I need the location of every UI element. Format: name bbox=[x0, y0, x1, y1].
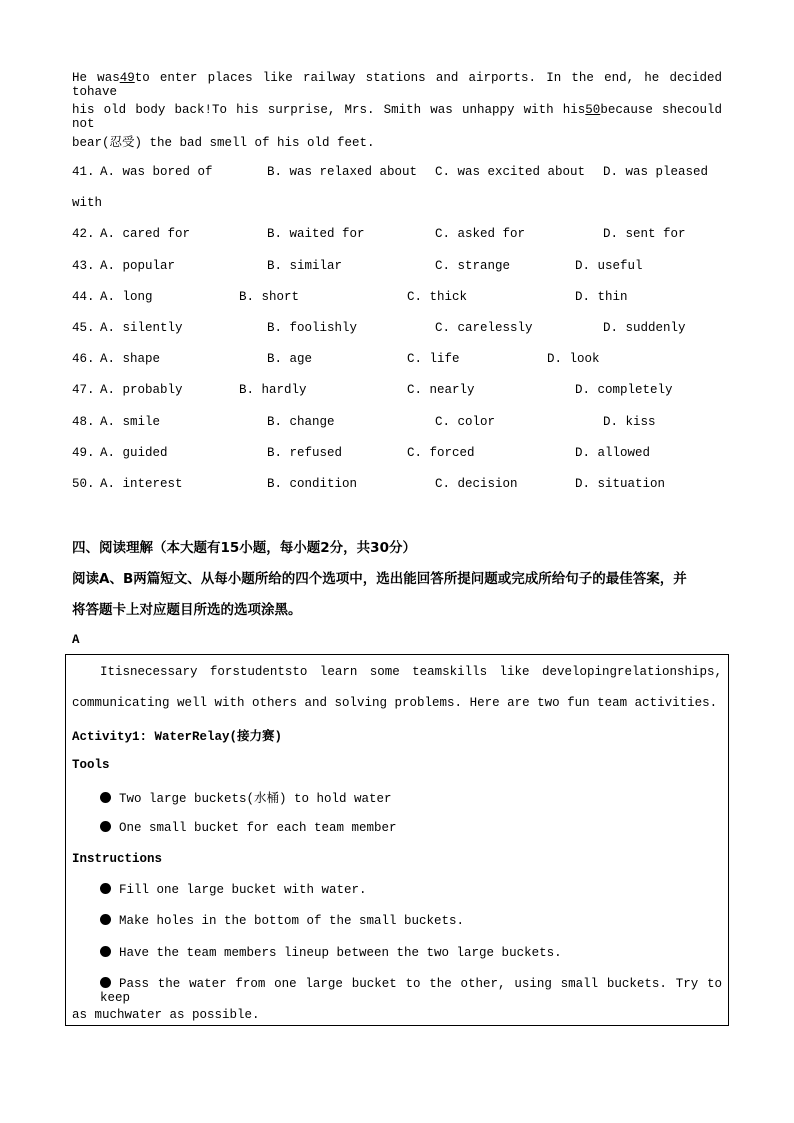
option-b: B. waited for bbox=[267, 227, 365, 241]
option-b: B. foolishly bbox=[267, 321, 358, 335]
option-d: D. thin bbox=[575, 290, 628, 304]
question-number: 49. bbox=[72, 446, 95, 460]
option-b: B. hardly bbox=[239, 383, 307, 397]
instruction-item bbox=[100, 946, 562, 960]
option-a: A. interest bbox=[100, 477, 183, 491]
question-number: 46. bbox=[72, 352, 95, 366]
option-a: A. long bbox=[100, 290, 153, 304]
option-c: C. was excited about bbox=[435, 165, 586, 179]
option-a: A. cared for bbox=[100, 227, 191, 241]
bullet-icon bbox=[100, 883, 111, 894]
option-c: C. asked for bbox=[435, 227, 526, 241]
question-number: 48. bbox=[72, 415, 95, 429]
bullet-icon bbox=[100, 977, 111, 988]
option-c: C. thick bbox=[407, 290, 468, 304]
instruction-item bbox=[100, 914, 464, 928]
option-c: C. carelessly bbox=[435, 321, 533, 335]
option-a: A. shape bbox=[100, 352, 161, 366]
option-c: C. decision bbox=[435, 477, 518, 491]
instruction-text: Have the team members lineup between the two large buckets. bbox=[119, 946, 562, 960]
blank-49: 49 bbox=[119, 71, 135, 85]
passage-text: because shecould not bbox=[72, 103, 722, 131]
blank-50: 50 bbox=[585, 103, 601, 117]
option-c: C. forced bbox=[407, 446, 475, 460]
option-d: D. suddenly bbox=[603, 321, 686, 335]
passage-text: his old body back!To his surprise, Mrs. Smith was unhappy with his bbox=[72, 103, 586, 117]
section-instructions-line-2: 将答题卡上对应题目所选的选项涂黑。 bbox=[72, 602, 302, 618]
option-b: B. change bbox=[267, 415, 335, 429]
option-d-wrap: with bbox=[72, 196, 103, 210]
passage-line-2 bbox=[72, 103, 722, 131]
passage-line-1 bbox=[72, 71, 722, 99]
option-b: B. similar bbox=[267, 259, 343, 273]
activity-title: Activity1: WaterRelay(接力赛) bbox=[72, 730, 283, 744]
bullet-icon bbox=[100, 792, 111, 803]
option-a: A. was bored of bbox=[100, 165, 213, 179]
question-number: 47. bbox=[72, 383, 95, 397]
intro-line-2: communicating well with others and solving problems. Here are two fun team activities. bbox=[72, 696, 718, 710]
section-instructions-line-1: 阅读A、B两篇短文、从每小题所给的四个选项中，选出能回答所提问题或完成所给句子的最佳答案，并 bbox=[72, 571, 687, 587]
question-number: 41. bbox=[72, 165, 95, 179]
passage-text: He was bbox=[72, 71, 120, 85]
option-d: D. useful bbox=[575, 259, 643, 273]
bullet-icon bbox=[100, 821, 111, 832]
option-d: D. sent for bbox=[603, 227, 686, 241]
instruction-text: Pass the water from one large bucket to the other, using small buckets. Try to keep bbox=[100, 977, 722, 1005]
option-d: D. was pleased bbox=[603, 165, 709, 179]
option-d: D. look bbox=[547, 352, 600, 366]
option-a: A. silently bbox=[100, 321, 183, 335]
instruction-text: Make holes in the bottom of the small buckets. bbox=[119, 914, 465, 928]
tools-item-text: Two large buckets(水桶) to hold water bbox=[119, 792, 392, 806]
option-d: D. allowed bbox=[575, 446, 651, 460]
instruction-text: Fill one large bucket with water. bbox=[119, 883, 367, 897]
option-a: A. guided bbox=[100, 446, 168, 460]
part-label: A bbox=[72, 633, 80, 647]
option-b: B. short bbox=[239, 290, 300, 304]
option-b: B. refused bbox=[267, 446, 343, 460]
option-d: D. kiss bbox=[603, 415, 656, 429]
option-d: D. situation bbox=[575, 477, 666, 491]
option-a: A. popular bbox=[100, 259, 176, 273]
question-number: 42. bbox=[72, 227, 95, 241]
tools-heading: Tools bbox=[72, 758, 110, 772]
passage-text: to enter places like railway stations and airports. In the end, he decided tohave bbox=[72, 71, 723, 99]
section-title: 四、阅读理解（本大题有15小题，每小题2分，共30分） bbox=[72, 540, 416, 556]
option-c: C. color bbox=[435, 415, 496, 429]
question-number: 43. bbox=[72, 259, 95, 273]
option-b: B. condition bbox=[267, 477, 358, 491]
tools-item bbox=[100, 788, 392, 806]
tools-item bbox=[100, 821, 397, 835]
instructions-heading: Instructions bbox=[72, 852, 163, 866]
passage-line-3: bear(忍受) the bad smell of his old feet. bbox=[72, 136, 375, 150]
option-c: C. life bbox=[407, 352, 460, 366]
question-number: 44. bbox=[72, 290, 95, 304]
option-d: D. completely bbox=[575, 383, 673, 397]
option-c: C. strange bbox=[435, 259, 511, 273]
question-number: 45. bbox=[72, 321, 95, 335]
instruction-wrap: as muchwater as possible. bbox=[72, 1008, 260, 1022]
intro-line-1: Itisnecessary forstudentsto learn some teamskills like developingrelationships, bbox=[100, 665, 722, 679]
option-c: C. nearly bbox=[407, 383, 475, 397]
question-number: 50. bbox=[72, 477, 95, 491]
option-a: A. probably bbox=[100, 383, 183, 397]
bullet-icon bbox=[100, 946, 111, 957]
instruction-item bbox=[100, 883, 367, 897]
tools-item-text: One small bucket for each team member bbox=[119, 821, 397, 835]
option-a: A. smile bbox=[100, 415, 161, 429]
option-b: B. was relaxed about bbox=[267, 165, 418, 179]
instruction-item bbox=[100, 977, 722, 1005]
option-b: B. age bbox=[267, 352, 313, 366]
bullet-icon bbox=[100, 914, 111, 925]
